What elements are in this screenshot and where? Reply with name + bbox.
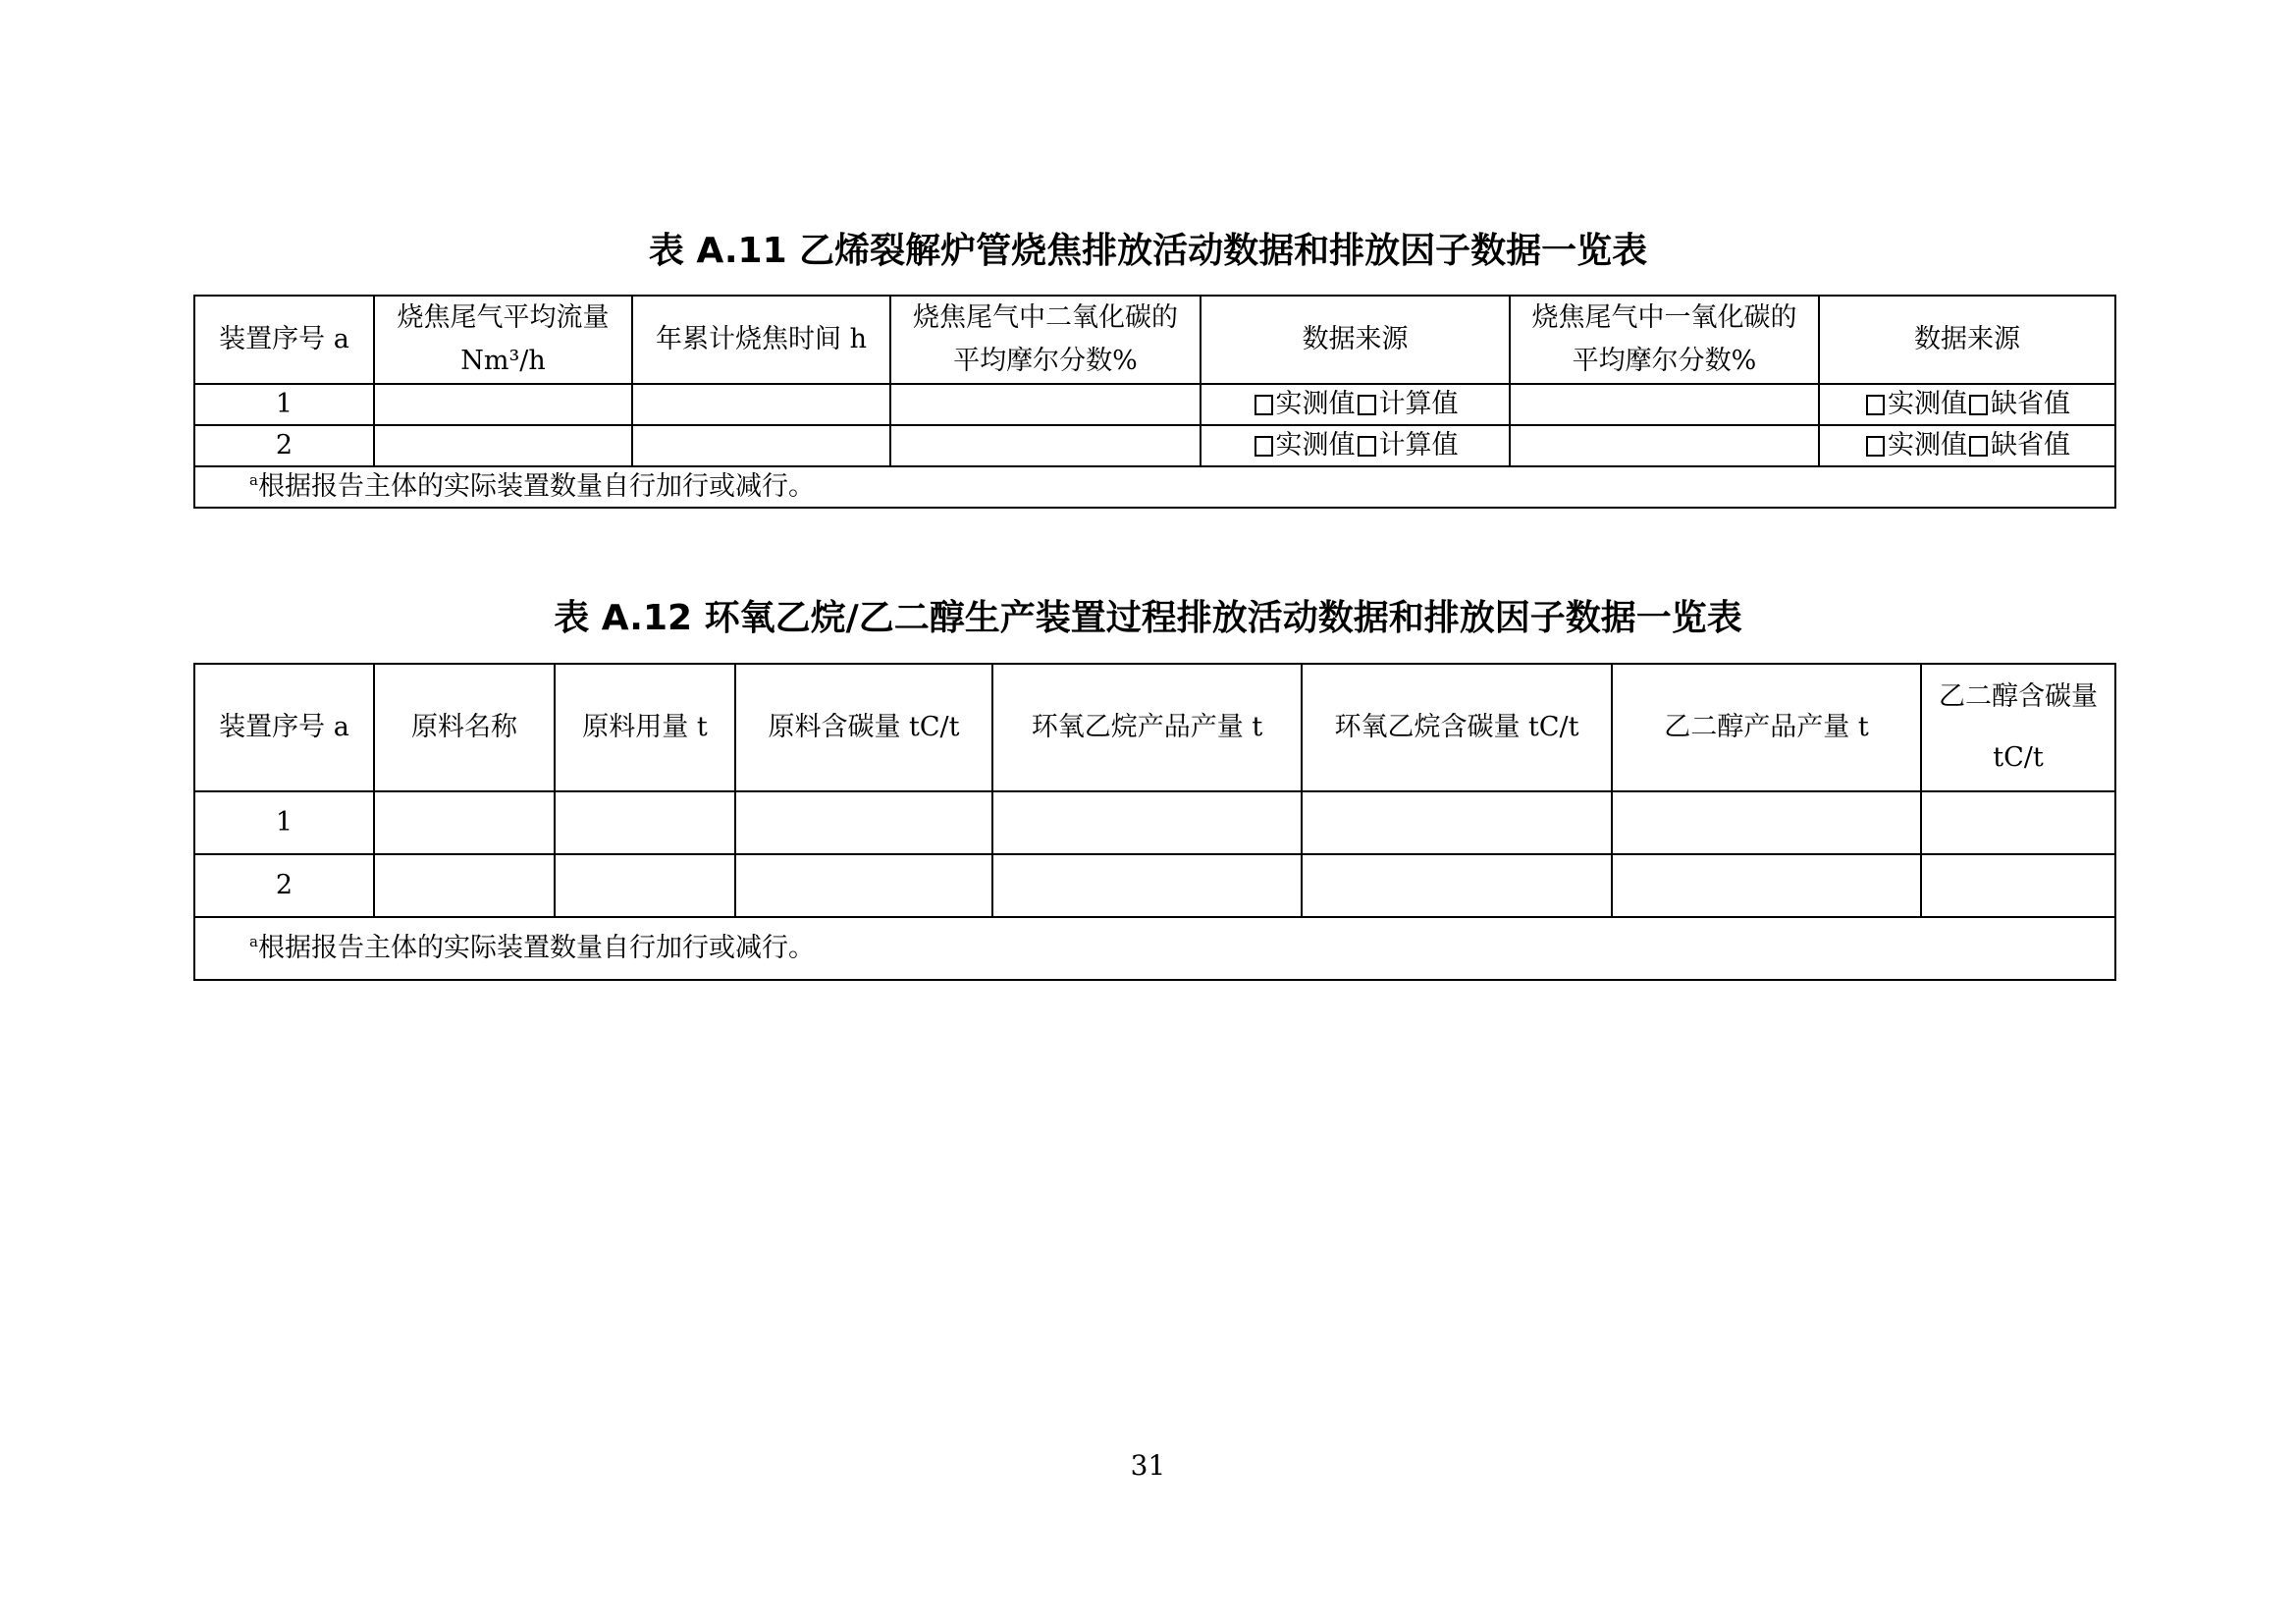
data-source-1-cell bbox=[1201, 384, 1510, 425]
footnote-mark: a bbox=[249, 933, 258, 950]
header-co-fraction bbox=[1510, 296, 1819, 384]
header-eg-carbon bbox=[1921, 664, 2115, 791]
co-fraction-cell[interactable] bbox=[1510, 425, 1819, 466]
table-a12 bbox=[193, 663, 2116, 981]
avg-flow-cell[interactable] bbox=[374, 425, 632, 466]
eg-carbon-cell[interactable] bbox=[1921, 791, 2115, 854]
header-eg-output: 乙二醇产品产量 t bbox=[1612, 664, 1921, 791]
header-co2-fraction-line1: 烧焦尾气中二氧化碳的 bbox=[913, 302, 1178, 333]
calculated-label: 计算值 bbox=[1378, 430, 1459, 460]
table-a12-footnote bbox=[194, 917, 2115, 980]
header-data-source-1: 数据来源 bbox=[1201, 296, 1510, 384]
annual-time-cell[interactable] bbox=[632, 384, 890, 425]
material-carbon-cell[interactable] bbox=[735, 791, 992, 854]
header-avg-flow-label: 烧焦尾气平均流量 bbox=[397, 302, 610, 333]
header-co2-fraction-line2: 平均摩尔分数% bbox=[953, 346, 1138, 376]
co2-fraction-cell[interactable] bbox=[890, 384, 1201, 425]
header-co2-fraction bbox=[890, 296, 1201, 384]
measured-checkbox[interactable] bbox=[1255, 395, 1273, 415]
eg-output-cell[interactable] bbox=[1612, 791, 1921, 854]
eo-output-cell[interactable] bbox=[992, 791, 1302, 854]
annual-time-cell[interactable] bbox=[632, 425, 890, 466]
table-a11-note-row bbox=[194, 466, 2115, 508]
footnote-text: 根据报告主体的实际装置数量自行加行或减行。 bbox=[257, 471, 815, 502]
table-a11-header-row bbox=[194, 296, 2115, 384]
eo-output-cell[interactable] bbox=[992, 854, 1302, 917]
material-amount-cell[interactable] bbox=[555, 791, 735, 854]
default-label: 缺省值 bbox=[1991, 389, 2070, 419]
table-a12-header-row bbox=[194, 664, 2115, 791]
footnote-text: 根据报告主体的实际装置数量自行加行或减行。 bbox=[257, 933, 815, 963]
material-carbon-cell[interactable] bbox=[735, 854, 992, 917]
calculated-checkbox[interactable] bbox=[1358, 436, 1376, 457]
data-source-1-cell bbox=[1201, 425, 1510, 466]
table-a12-note-row bbox=[194, 917, 2115, 980]
header-avg-flow-unit: Nm³/h bbox=[460, 346, 546, 376]
measured-checkbox[interactable] bbox=[1866, 436, 1885, 457]
table-row bbox=[194, 384, 2115, 425]
co-fraction-cell[interactable] bbox=[1510, 384, 1819, 425]
table-a12-title: 表 A.12 环氧乙烷/乙二醇生产装置过程排放活动数据和排放因子数据一览表 bbox=[554, 598, 1742, 638]
measured-label: 实测值 bbox=[1275, 430, 1356, 460]
header-co-fraction-line2: 平均摩尔分数% bbox=[1572, 346, 1757, 376]
header-device-no: 装置序号 a bbox=[194, 664, 374, 791]
table-row bbox=[194, 854, 2115, 917]
eg-output-cell[interactable] bbox=[1612, 854, 1921, 917]
header-device-no: 装置序号 a bbox=[194, 296, 374, 384]
default-label: 缺省值 bbox=[1991, 430, 2070, 460]
material-name-cell[interactable] bbox=[374, 854, 555, 917]
calculated-checkbox[interactable] bbox=[1358, 395, 1376, 415]
header-eg-carbon-label: 乙二醇含碳量 bbox=[1939, 681, 2098, 712]
measured-label: 实测值 bbox=[1888, 389, 1967, 419]
header-material-name: 原料名称 bbox=[374, 664, 555, 791]
measured-label: 实测值 bbox=[1275, 389, 1356, 419]
eg-carbon-cell[interactable] bbox=[1921, 854, 2115, 917]
data-source-2-cell bbox=[1819, 425, 2115, 466]
material-name-cell[interactable] bbox=[374, 791, 555, 854]
header-data-source-2: 数据来源 bbox=[1819, 296, 2115, 384]
eo-carbon-cell[interactable] bbox=[1302, 854, 1612, 917]
table-row bbox=[194, 425, 2115, 466]
header-eo-carbon: 环氧乙烷含碳量 tC/t bbox=[1302, 664, 1612, 791]
calculated-label: 计算值 bbox=[1378, 389, 1459, 419]
footnote-mark: a bbox=[249, 471, 258, 489]
measured-checkbox[interactable] bbox=[1866, 395, 1885, 415]
page-number: 31 bbox=[1130, 1449, 1166, 1482]
measured-checkbox[interactable] bbox=[1255, 436, 1273, 457]
device-no-cell: 2 bbox=[194, 854, 374, 917]
table-row bbox=[194, 791, 2115, 854]
device-no-cell: 1 bbox=[194, 384, 374, 425]
device-no-cell: 1 bbox=[194, 791, 374, 854]
avg-flow-cell[interactable] bbox=[374, 384, 632, 425]
default-checkbox[interactable] bbox=[1969, 436, 1988, 457]
header-annual-time: 年累计烧焦时间 h bbox=[632, 296, 890, 384]
table-a11-title: 表 A.11 乙烯裂解炉管烧焦排放活动数据和排放因子数据一览表 bbox=[648, 231, 1648, 271]
table-a11 bbox=[193, 295, 2116, 509]
material-amount-cell[interactable] bbox=[555, 854, 735, 917]
device-no-cell: 2 bbox=[194, 425, 374, 466]
header-eo-output: 环氧乙烷产品产量 t bbox=[992, 664, 1302, 791]
table-a11-footnote bbox=[194, 466, 2115, 508]
header-material-carbon: 原料含碳量 tC/t bbox=[735, 664, 992, 791]
eo-carbon-cell[interactable] bbox=[1302, 791, 1612, 854]
header-material-amount: 原料用量 t bbox=[555, 664, 735, 791]
header-avg-flow bbox=[374, 296, 632, 384]
header-co-fraction-line1: 烧焦尾气中一氧化碳的 bbox=[1531, 302, 1797, 333]
header-eg-carbon-unit: tC/t bbox=[1993, 742, 2044, 773]
data-source-2-cell bbox=[1819, 384, 2115, 425]
co2-fraction-cell[interactable] bbox=[890, 425, 1201, 466]
default-checkbox[interactable] bbox=[1969, 395, 1988, 415]
measured-label: 实测值 bbox=[1888, 430, 1967, 460]
